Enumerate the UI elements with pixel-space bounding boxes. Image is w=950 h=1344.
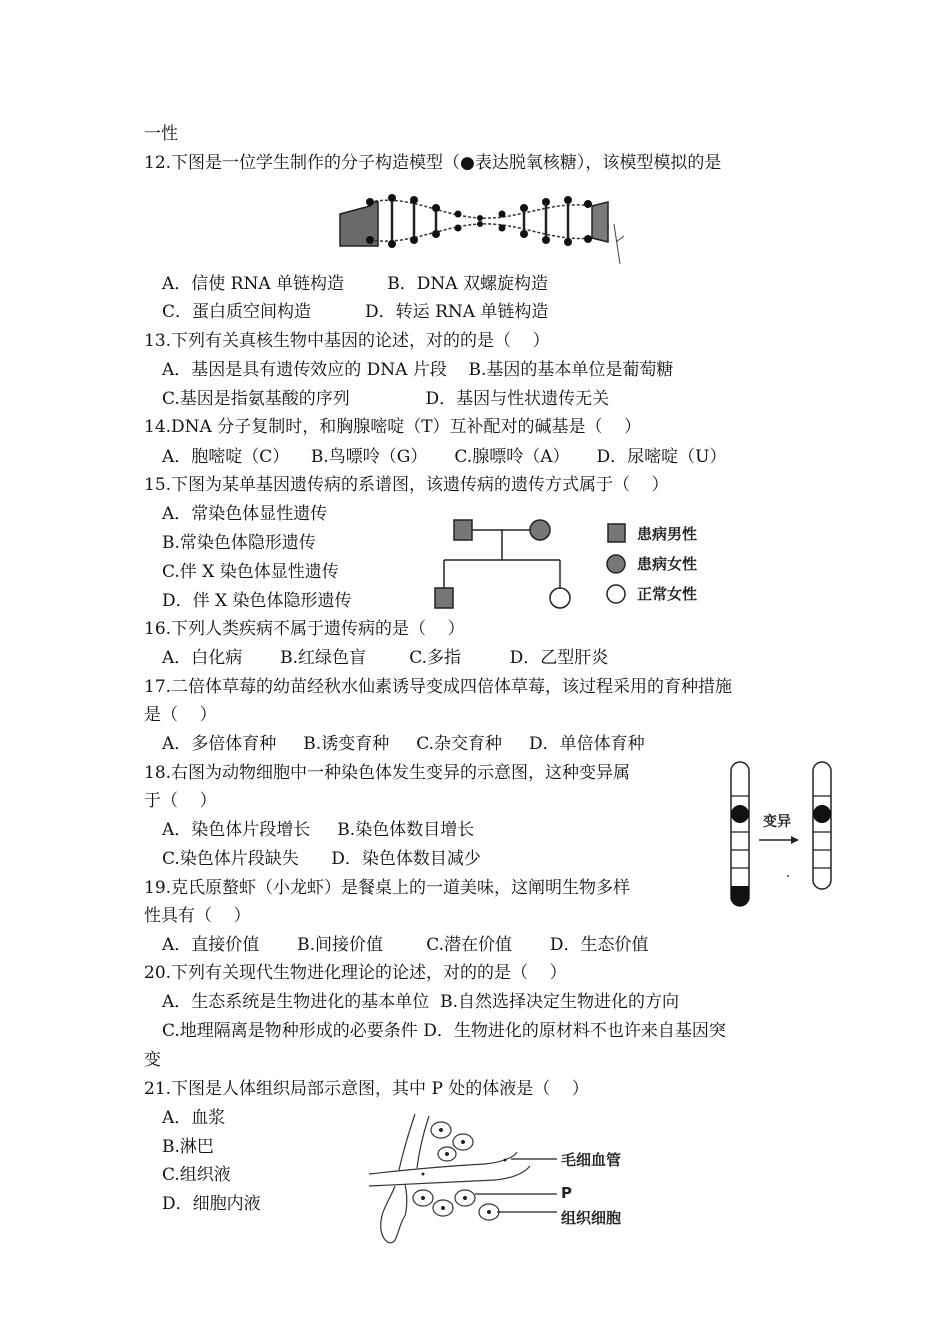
- legend-female-affected: 患病女性: [637, 555, 698, 573]
- question-18-cont: 于（ ）: [144, 791, 217, 811]
- capillary-label: 毛细血管: [561, 1151, 622, 1169]
- q13-options-cd: C.基因是指氨基酸的序列 D．基因与性状遗传无关: [162, 389, 610, 409]
- question-18: 18.右图为动物细胞中一种染色体发生变异的示意图，这种变异属: [144, 763, 631, 783]
- q20-options-cd: C.地理隔离是物种形成的必要条件 D．生物进化的原材料不也许来自基因突: [162, 1021, 726, 1041]
- q21-option-c: C.组织液: [162, 1165, 231, 1185]
- q13-options-ab: A．基因是具有遗传效应的 DNA 片段 B.基因的基本单位是葡萄糖: [162, 360, 674, 380]
- question-17: 17.二倍体草莓的幼苗经秋水仙素诱导变成四倍体草莓，该过程采用的育种措施: [144, 677, 733, 697]
- question-15: 15.下图为某单基因遗传病的系谱图，该遗传病的遗传方式属于（ ）: [144, 475, 669, 495]
- q17-options: A．多倍体育种 B.诱变育种 C.杂交育种 D．单倍体育种: [162, 734, 645, 754]
- question-12: 12.下图是一位学生制作的分子构造模型（●表达脱氧核糖），该模型模拟的是: [144, 153, 722, 173]
- question-16: 16.下列人类疾病不属于遗传病的是（ ）: [144, 619, 465, 639]
- q21-option-d: D．细胞内液: [162, 1194, 261, 1214]
- q12-options-cd: C．蛋白质空间构造 D．转运 RNA 单链构造: [162, 302, 549, 322]
- question-19: 19.克氏原螯虾（小龙虾）是餐桌上的一道美味，这阐明生物多样: [144, 878, 631, 898]
- question-13: 13.下列有关真核生物中基因的论述，对的的是（ ）: [144, 331, 550, 351]
- q19-options: A．直接价值 B.间接价值 C.潜在价值 D．生态价值: [162, 935, 649, 955]
- q18-options-cd: C.染色体片段缺失 D．染色体数目减少: [162, 849, 481, 869]
- q15-option-b: B.常染色体隐形遗传: [162, 533, 316, 553]
- pedigree-figure: [432, 512, 722, 612]
- question-19-cont: 性具有（ ）: [144, 906, 251, 926]
- question-20: 20.下列有关现代生物进化理论的论述，对的的是（ ）: [144, 963, 567, 983]
- tissue-figure: [365, 1112, 665, 1252]
- question-17-cont: 是（ ）: [144, 705, 217, 725]
- tissue-cell-label: 组织细胞: [561, 1209, 622, 1227]
- question-14: 14.DNA 分子复制时，和胸腺嘧啶（T）互补配对的碱基是（ ）: [144, 417, 642, 437]
- variation-label: 变异: [763, 814, 791, 830]
- q16-options: A．白化病 B.红绿色盲 C.多指 D．乙型肝炎: [162, 648, 609, 668]
- legend-male-affected: 患病男性: [637, 525, 698, 543]
- question-21: 21.下图是人体组织局部示意图，其中 P 处的体液是（ ）: [144, 1079, 589, 1099]
- legend-female-normal: 正常女性: [637, 585, 698, 603]
- p-label: P: [561, 1184, 572, 1202]
- q20-options-ab: A．生态系统是生物进化的基本单位 B.自然选择决定生物进化的方向: [162, 992, 679, 1012]
- q20-options-cont: 变: [144, 1050, 161, 1070]
- q21-option-b: B.淋巴: [162, 1137, 214, 1157]
- q14-options: A．胞嘧啶（C） B.鸟嘌呤（G） C.腺嘌呤（A） D．尿嘧啶（U）: [162, 447, 727, 467]
- q15-option-c: C.伴 X 染色体显性遗传: [162, 562, 339, 582]
- text-line: 一性: [144, 124, 178, 144]
- chromosome-figure: [725, 758, 845, 914]
- q21-option-a: A．血浆: [162, 1108, 226, 1128]
- q12-options-ab: A．信使 RNA 单链构造 B．DNA 双螺旋构造: [162, 274, 548, 294]
- q15-option-d: D．伴 X 染色体隐形遗传: [162, 591, 352, 611]
- q15-option-a: A．常染色体显性遗传: [162, 504, 328, 524]
- dna-model-figure: [330, 184, 625, 269]
- q18-options-ab: A．染色体片段增长 B.染色体数目增长: [162, 820, 475, 840]
